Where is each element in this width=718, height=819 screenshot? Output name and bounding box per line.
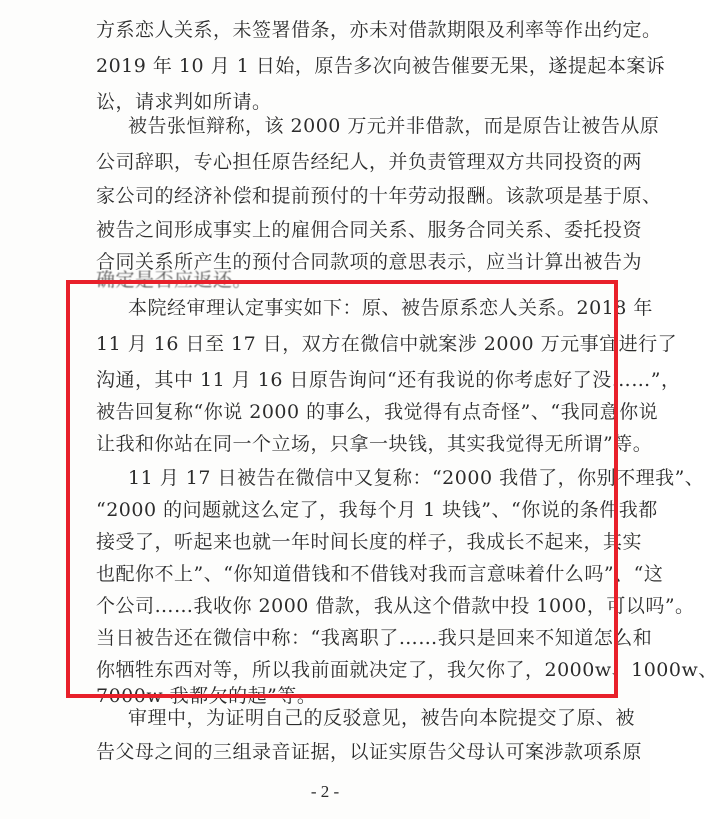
text-line: 本院经审理认定事实如下：原、被告原系恋人关系。2018 年	[128, 297, 653, 319]
text-line: 被告回复称“你说 2000 的事么，我觉得有点奇怪”、“我同意你说	[96, 401, 659, 423]
text-line: 告父母之间的三组录音证据，以证实原告父母认可案涉款项系原	[96, 741, 643, 763]
text-line: 接受了，听起来也就一年时间长度的样子，我成长不起来，其实	[96, 531, 643, 553]
text-line-partially-hidden: 确定是否应返还。	[96, 269, 253, 291]
text-line: “2000 的问题就这么定了，我每个月 1 块钱”、“你说的条件我都	[96, 499, 658, 521]
text-line: 让我和你站在同一个立场，只拿一块钱，其实我觉得无所谓”等。	[96, 433, 653, 455]
text-line: 当日被告还在微信中称：“我离职了……我只是回来不知道怎么和	[96, 627, 653, 649]
text-line: 7000w 我都欠的起”等。	[96, 685, 317, 707]
text-line: 方系恋人关系，未签署借条，亦未对借款期限及利率等作出约定。	[96, 19, 662, 41]
text-line: 公司辞职，专心担任原告经纪人，并负责管理双方共同投资的两	[96, 151, 643, 173]
text-line: 个公司……我收你 2000 借款，我从这个借款中投 1000，可以吗”。	[96, 595, 695, 617]
text-line: 11 月 17 日被告在微信中又复称：“2000 我借了，你别不理我”、	[128, 467, 705, 489]
text-line: 讼，请求判如所请。	[96, 91, 272, 113]
text-line: 合同关系所产生的预付合同款项的意思表示，应当计算出被告为	[96, 251, 643, 273]
page-number: - 2 -	[310, 782, 340, 801]
text-line: 2019 年 10 月 1 日始，原告多次向被告催要无果，遂提起本案诉	[96, 55, 666, 77]
text-line: 11 月 16 日至 17 日，双方在微信中就案涉 2000 万元事宜进行了	[96, 333, 678, 355]
text-line: 审理中，为证明自己的反驳意见，被告向本院提交了原、被	[128, 707, 636, 729]
text-line: 家公司的经济补偿和提前预付的十年劳动报酬。该款项是基于原、	[96, 185, 662, 207]
text-line: 也配你不上”、“你知道借钱和不借钱对我而言意味着什么吗”、“这	[96, 563, 664, 585]
text-line: 被告张恒辩称，该 2000 万元并非借款，而是原告让被告从原	[128, 115, 660, 137]
text-line: 沟通，其中 11 月 16 日原告询问“还有我说的你考虑好了没……”，	[96, 369, 681, 391]
text-line: 被告之间形成事实上的雇佣合同关系、服务合同关系、委托投资	[96, 219, 643, 241]
text-line: 你牺牲东西对等，所以我前面就决定了，我欠你了，2000w、1000w、	[96, 659, 718, 681]
